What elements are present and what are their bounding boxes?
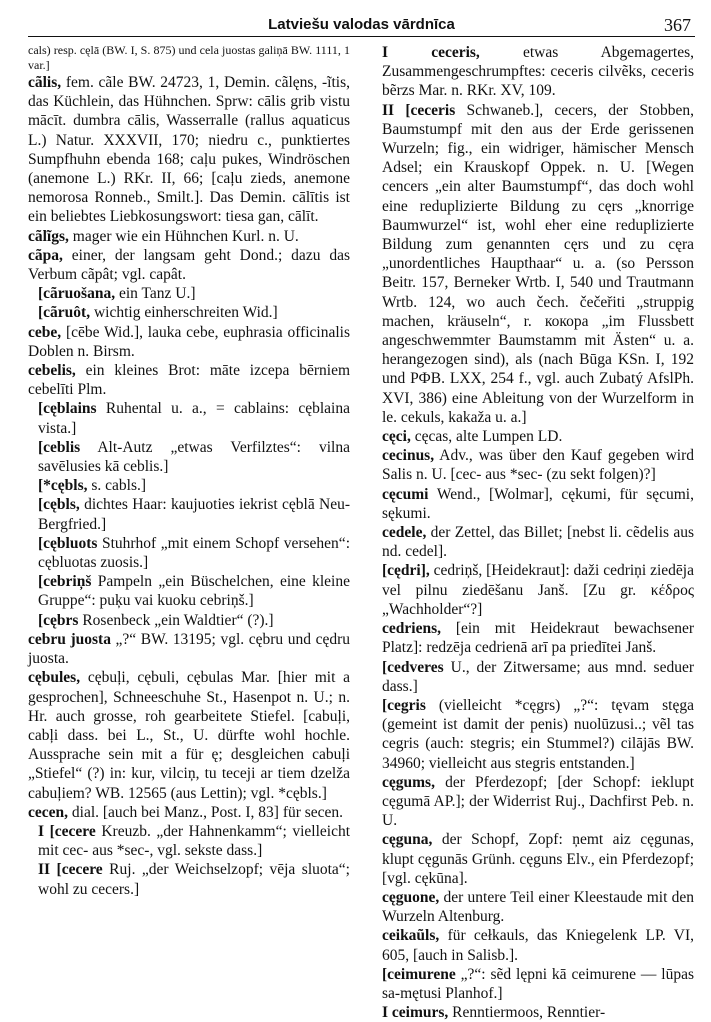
right-column bbox=[372, 43, 694, 1022]
entry-definition: mager wie ein Hühnchen Kurl. n. U. bbox=[72, 227, 299, 245]
dictionary-entry bbox=[28, 73, 350, 227]
entry-definition: Rosenbeck „ein Waldtier“ (?).] bbox=[82, 611, 274, 629]
entry-definition: Wend., [Wolmar], cękumi, für sęcumi, sękumi. bbox=[382, 485, 694, 522]
dictionary-entry bbox=[28, 399, 350, 437]
entry-headword: II [cecere bbox=[38, 861, 103, 879]
entry-definition: der Pferdezopf; [der Schopf: ieklupt cęgumā AP.]; der Widerrist Ruj., Dachfirst Peb. n. U. bbox=[382, 773, 695, 830]
entry-headword: [cegris bbox=[382, 696, 426, 714]
entry-definition: „?“: sẽd lępni kā ceimurene — lūpas sa-mętusi Planhof.] bbox=[382, 965, 695, 1002]
entry-definition: cębuļi, cębuli, cębulas Mar. [hier mit a gesprochen], Schneeschuhe St., Hasenpot n. U.; n. Hr. auch grosse, roh gearbeitete Stiefel. [cabuļi, cabļi dass. bei L., St., U. dürfte wohl hochle. Aussprache sein mit a für ę; desgleichen cabuļi „Stiefel“ (?) in: kur, vilciņ, tu teceji ar tiem dzelža cabuļiem? WB. 12565 (aus Lettin); vgl. *cębls.] bbox=[28, 669, 351, 802]
dictionary-entry bbox=[28, 361, 350, 399]
entry-definition: etwas Abgemagertes, Zusammengeschrumpftes: ceceris cilvẽks, ceceris bẽrzs Mar. n. RKr. XV, 109. bbox=[382, 44, 694, 100]
dictionary-entry bbox=[372, 43, 694, 101]
entry-headword: cęci, bbox=[382, 428, 411, 446]
entry-definition: Ruj. „der Weichselzopf; vēja sluota“; wohl zu cecers.] bbox=[38, 861, 350, 898]
entry-headword: [cębrs bbox=[38, 611, 79, 629]
dictionary-entry bbox=[28, 822, 350, 860]
entry-definition: U., der Zitwersame; aus mnd. seduer dass.] bbox=[382, 658, 694, 695]
dictionary-entry bbox=[372, 658, 694, 696]
entry-definition: ein kleines Brot: māte izcepa bērniem cebelīti Plm. bbox=[28, 362, 351, 399]
page-header bbox=[28, 14, 695, 37]
dictionary-entry bbox=[28, 246, 350, 284]
entry-definition: [cēbe Wid.], lauka cebe, euphrasia officinalis Doblen n. Birsm. bbox=[28, 323, 351, 360]
dictionary-entry bbox=[372, 561, 694, 619]
dictionary-entry bbox=[28, 43, 350, 73]
entry-headword: [cedveres bbox=[382, 658, 444, 676]
entry-headword: [ceblis bbox=[38, 438, 81, 456]
entry-headword: [cãruošana, bbox=[38, 285, 116, 303]
dictionary-entry bbox=[28, 630, 350, 668]
entry-definition: Schwaneb.], cecers, der Stobben, Baumstumpf mit den aus der Erde gerissenen Wurzeln; fig., ein widriger, hämischer Mensch Adsel; ein Krauskopf Oppek. n. U. [Wegen cencers „ein alter Baumstumpf“, das doch wohl eine reduplizierte Bildung zu cęrs „knorrige Baumwurzel“ ist, wohl eher eine reduplizierte Bildung zum genannten cęrs und zu cęra „unordentliches Haupthaar“ u. a. (so Persson Beitr. 157, Berneker Wrtb. I, 540 und Trautmann Wrtb. 124, wo auch čech. čečeřiti „struppig machen, kräuseln“, r. кокора „im Flussbett angeschwemmter Baumstamm mit Ästen“ u. a. herangezogen sind), als (nach Būga KSn. I, 192 und РФВ. LXX, 254 f., vgl. auch Zubatý AfslPh. XVI, 386) eine Ableitung von der Wurzelform in le. cekuls, kakaža u. a.] bbox=[382, 101, 694, 426]
dictionary-entry bbox=[28, 495, 350, 533]
entry-definition: Adv., was über den Kauf gegeben wird Salis n. U. [cec- aus *sec- (zu sekt folgen)?] bbox=[382, 447, 694, 484]
entry-headword: [cędri], bbox=[382, 562, 430, 580]
entry-headword: I ceimurs, bbox=[382, 1004, 449, 1022]
entry-definition: Ruhental u. a., = cablains: cęblaina vista.] bbox=[38, 400, 350, 437]
dictionary-entry bbox=[28, 323, 350, 361]
dictionary-entry bbox=[28, 572, 350, 610]
entry-definition: cedriņš, [Heidekraut]: daži cedriņi ziedēja vel pilnu ziedēšanu Janš. [Zu gr. κέδρος „Wachholder“?] bbox=[382, 562, 694, 618]
entry-headword: I ceceris, bbox=[382, 44, 480, 61]
entry-headword: cedele, bbox=[382, 524, 427, 542]
entry-definition: Alt-Autz „etwas Verfilztes“: vilna savēlusies kā ceblis.] bbox=[38, 438, 350, 476]
entry-definition: der untere Teil einer Kleestaude mit den Wurzeln Altenburg. bbox=[382, 888, 695, 926]
entry-definition: s. cabls.] bbox=[91, 477, 147, 495]
dictionary-entry bbox=[28, 303, 350, 322]
entry-definition: [ein mit Heidekraut bewachsener Platz]: redzēja cedrienā arī pa priedītei Janš. bbox=[382, 620, 694, 657]
entry-definition: Kreuzb. „der Hahnenkamm“; vielleicht mit cec- aus *sec-, vgl. sekste dass.] bbox=[38, 822, 351, 860]
entry-definition: der Zettel, das Billet; [nebst li. cẽdelis aus nd. cedel]. bbox=[382, 524, 694, 561]
entry-definition: Renntiermoos, Renntier- bbox=[452, 1004, 606, 1022]
entry-headword: cecinus, bbox=[382, 447, 435, 465]
entry-definition: Pampeln „ein Büschelchen, eine kleine Gruppe“: puķu vai kuoku cebriņš.] bbox=[38, 573, 350, 610]
dictionary-entry bbox=[372, 446, 694, 484]
entry-definition: wichtig einherschreiten Wid.] bbox=[93, 304, 278, 322]
dictionary-entry bbox=[372, 696, 694, 773]
entry-headword: cebelis, bbox=[28, 362, 76, 380]
dictionary-entry bbox=[372, 485, 694, 523]
entry-headword: cęgums, bbox=[382, 773, 435, 791]
left-column bbox=[28, 43, 350, 1022]
dictionary-entry bbox=[372, 619, 694, 657]
dictionary-entry bbox=[372, 427, 694, 446]
entry-definition: cals) resp. cęlā (BW. I, S. 875) und cela juostas galiņā BW. 1111, 1 var.] bbox=[28, 43, 350, 72]
dictionary-entry bbox=[372, 926, 694, 964]
entry-definition: „?“ BW. 13195; vgl. cębru und cędru juosta. bbox=[28, 630, 350, 668]
entry-headword: [ceimurene bbox=[382, 965, 456, 983]
entry-headword: [cęblains bbox=[38, 400, 97, 418]
entry-definition: für cełkauls, das Kniegelenk LP. VI, 605, [auch in Salisb.]. bbox=[382, 927, 694, 964]
entry-definition: dial. [auch bei Manz., Post. I, 83] für secen. bbox=[71, 803, 344, 821]
entry-headword: cęguone, bbox=[382, 888, 440, 906]
entry-headword: [cębluots bbox=[38, 534, 98, 552]
entry-headword: cecen, bbox=[28, 803, 69, 821]
entry-definition: cęcas, alte Lumpen LD. bbox=[414, 428, 563, 446]
entry-definition: fem. cãle BW. 24723, 1, Demin. cãlęns, -ĩtis, das Küchlein, das Hühnchen. Sprw: cālis grib vistu mācīt. dumbra cālis, Wasserralle (rallus aquaticus L.) Natur. XXXVII, 170; niedru c., punktiertes Sumpfhuhn ebenda 168; caļu pukes, Windröschen (anemone L.) RKr. II, 66; [caļu zieds, anemone nemorosa Ronneb., Smilt.]. Das Demin. cālītis ist ein beliebtes Liebkosungswort: tiesa gan, cālīt. bbox=[28, 74, 350, 226]
entry-headword: ceikaũls, bbox=[382, 927, 440, 945]
entry-definition: einer, der langsam geht Dond.; dazu das Verbum cãpât; vgl. capât. bbox=[28, 246, 350, 284]
columns bbox=[28, 43, 695, 1022]
dictionary-entry bbox=[28, 860, 350, 898]
entry-definition: dichtes Haar: kaujuoties iekrist cęblā Neu-Bergfried.] bbox=[38, 496, 350, 533]
entry-headword: [cębls, bbox=[38, 496, 80, 514]
entry-headword: [cãruôt, bbox=[38, 304, 91, 322]
dictionary-entry bbox=[372, 888, 694, 926]
entry-headword: cedriens, bbox=[382, 620, 441, 638]
entry-headword: cębules, bbox=[28, 669, 81, 687]
entry-headword: cęcumi bbox=[382, 485, 429, 503]
entry-headword: cãpa, bbox=[28, 246, 63, 264]
dictionary-entry bbox=[28, 476, 350, 495]
entry-definition: (vielleicht *cęgrs) „?“: tęvam stęga (gemeint ist damit der penis) nuolūzusi..; vẽl tas cegris (auch: stegris; ein Stummel?) cilājās BW. 34960; vielleicht aus stegris entstanden.] bbox=[382, 696, 694, 772]
dictionary-entry bbox=[372, 965, 694, 1003]
dictionary-entry bbox=[28, 534, 350, 572]
entry-definition: ein Tanz U.] bbox=[118, 285, 196, 303]
dictionary-entry bbox=[28, 611, 350, 630]
entry-headword: II [ceceris bbox=[382, 101, 456, 119]
entry-definition: der Schopf, Zopf: ņemt aiz cęgunas, klupt cęgunās Grünh. cęguns Elv., ein Pferdezopf; [vgl. cękūna]. bbox=[382, 831, 695, 887]
dictionary-entry bbox=[372, 523, 694, 561]
entry-headword: cebru juosta bbox=[28, 630, 111, 648]
running-title: Latviešu valodas vārdnīca bbox=[268, 16, 455, 33]
dictionary-entry bbox=[28, 803, 350, 822]
dictionary-entry bbox=[28, 438, 350, 476]
entry-headword: cebe, bbox=[28, 323, 62, 341]
dictionary-entry bbox=[28, 284, 350, 303]
entry-headword: [*cębls, bbox=[38, 477, 88, 495]
page-number: 367 bbox=[664, 15, 691, 35]
dictionary-entry bbox=[28, 227, 350, 246]
entry-headword: cãlĩgs, bbox=[28, 227, 69, 245]
entry-headword: I [cecere bbox=[38, 822, 96, 840]
dictionary-entry bbox=[28, 668, 350, 802]
entry-headword: [cebriņš bbox=[38, 573, 92, 591]
dictionary-entry bbox=[372, 773, 694, 831]
entry-headword: cãlis, bbox=[28, 74, 62, 91]
entry-definition: Stuhrhof „mit einem Schopf versehen“: cębluotas zuosis.] bbox=[38, 534, 350, 572]
dictionary-entry bbox=[372, 830, 694, 888]
entry-headword: cęguna, bbox=[382, 831, 433, 849]
dictionary-entry bbox=[372, 101, 694, 427]
